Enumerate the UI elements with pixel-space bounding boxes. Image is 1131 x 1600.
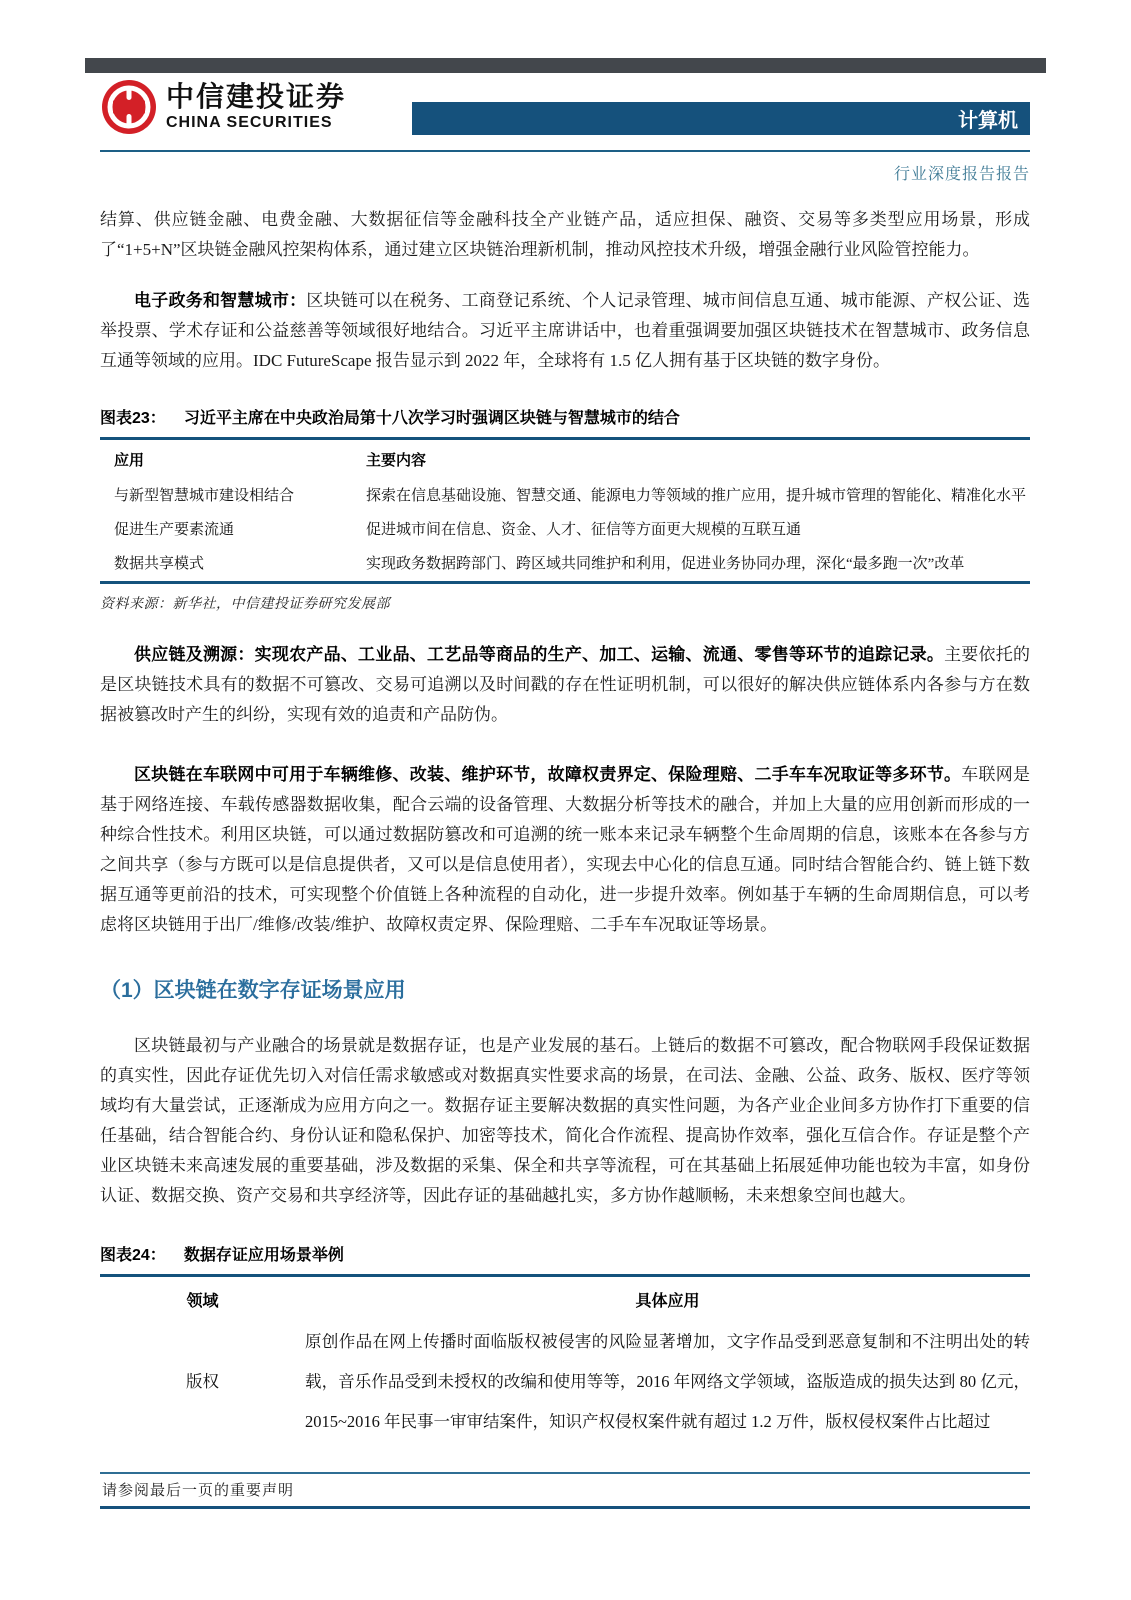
paragraph-egov-lead: 电子政务和智慧城市： xyxy=(134,291,307,310)
column-header-application: 应用 xyxy=(114,452,145,469)
header-divider xyxy=(100,150,1030,152)
table-cell: 促进生产要素流通 xyxy=(114,522,235,538)
figure-24-title xyxy=(100,1242,1030,1265)
table-cell: 数据共享模式 xyxy=(114,556,205,572)
footer-divider-thick xyxy=(100,1506,1030,1509)
figure-24 xyxy=(100,1242,1030,1444)
table-cell: 促进城市间在信息、资金、人才、征信等方面更大规模的互联互通 xyxy=(366,522,802,538)
page-header xyxy=(100,78,1030,184)
industry-tag-bar xyxy=(412,102,1030,135)
table-cell-domain: 版权 xyxy=(186,1372,219,1391)
section-heading-digital-evidence: （1）区块链在数字存证场景应用 xyxy=(100,979,406,1002)
paragraph-egov-text: 区块链可以在税务、工商登记系统、个人记录管理、城市间信息互通、城市能源、产权公证、选举投票、学术存证和公益慈善等领域很好地结合。习近平主席讲话中，也着重强调要加强区块链技术在智慧城市、政务信息互通等领域的应用。IDC FutureScape 报告显示到 2022 年，全球将有 1.5 亿人拥有基于区块链的数字身份。 xyxy=(100,291,1031,370)
figure-24-label: 图表24： xyxy=(100,1247,166,1264)
figure-24-caption: 数据存证应用场景举例 xyxy=(183,1247,344,1264)
table-header-row xyxy=(100,440,1030,479)
figure-24-table xyxy=(100,1277,1030,1444)
report-body xyxy=(100,205,1030,1444)
paragraph-iov-text: 车联网是基于网络连接、车载传感器数据收集，配合云端的设备管理、大数据分析等技术的融合，并加上大量的应用创新而形成的一种综合性技术。利用区块链，可以通过数据防篡改和可追溯的统一账本来记录车辆整个生命周期的信息，该账本在各参与方之间共享（参与方既可以是信息提供者，又可以是信息使用者），实现去中心化的信息互通。同时结合智能合约、链上链下数据互通等更前沿的技术，可实现整个价值链上各种流程的自动化，进一步提升效率。例如基于车辆的生命周期信息，可以考虑将区块链用于出厂/维修/改装/维护、故障权责定界、保险理赔、二手车车况取证等场景。 xyxy=(100,765,1031,934)
company-name-cn: 中信建投证券 xyxy=(166,81,347,112)
figure-23-label: 图表23： xyxy=(100,410,166,427)
table-cell: 实现政务数据跨部门、跨区域共同维护和利用，促进业务协同办理，深化“最多跑一次”改革 xyxy=(366,556,965,572)
table-cell-application: 原创作品在网上传播时面临版权被侵害的风险显著增加，文字作品受到恶意复制和不注明出处的转载，音乐作品受到未授权的改编和使用等等，2016 年网络文学领域，盗版造成的损失达到 80 亿元，2015~2016 年民事一审审结案件，知识产权侵权案件就有超过 1.2 万件，版权侵权案件占比超过 xyxy=(305,1332,1030,1431)
column-header-content: 主要内容 xyxy=(366,452,427,469)
industry-tag: 计算机 xyxy=(958,110,1018,132)
column-header-application: 具体应用 xyxy=(635,1293,700,1310)
table-cell: 探索在信息基础设施、智慧交通、能源电力等领域的推广应用，提升城市管理的智能化、精准化水平 xyxy=(366,488,1027,504)
company-logo xyxy=(100,78,346,136)
paragraph-evidence: 区块链最初与产业融合的场景就是数据存证，也是产业发展的基石。上链后的数据不可篡改，配合物联网手段保证数据的真实性，因此存证优先切入对信任需求敏感或对数据真实性要求高的场景，在司法、金融、公益、政务、版权、医疗等领域均有大量尝试，正逐渐成为应用方向之一。数据存证主要解决数据的真实性问题，为各产业企业间多方协作打下重要的信任基础，结合智能合约、身份认证和隐私保护、加密等技术，简化合作流程、提高协作效率，强化互信合作。存证是整个产业区块链未来高速发展的重要基础，涉及数据的采集、保全和共享等流程，可在其基础上拓展延伸功能也较为丰富，如身份认证、数据交换、资产交易和共享经济等，因此存证的基础越扎实，多方协作越顺畅，未来想象空间也越大。 xyxy=(100,1036,1030,1205)
figure-23-table xyxy=(100,440,1030,581)
figure-23-source: 资料来源：新华社，中信建投证券研究发展部 xyxy=(100,597,390,612)
paragraph-supplychain-text: 主要依托的是区块链技术具有的数据不可篡改、交易可追溯以及时间戳的存在性证明机制，可以很好的解决供应链体系内各参与方在数据被篡改时产生的纠纷，实现有效的追责和产品防伪。 xyxy=(100,645,1031,724)
footer-disclaimer: 请参阅最后一页的重要声明 xyxy=(102,1483,295,1499)
page-footer xyxy=(100,1472,1030,1509)
table-cell: 与新型智慧城市建设相结合 xyxy=(114,488,295,504)
paragraph-supplychain xyxy=(100,640,1030,730)
table-row xyxy=(100,547,1030,581)
column-header-domain: 领域 xyxy=(186,1293,219,1310)
citic-logo-icon xyxy=(100,78,158,136)
table-header-row xyxy=(100,1277,1030,1320)
paragraph-supplychain-lead: 供应链及溯源：实现农产品、工业品、工艺品等商品的生产、加工、运输、流通、零售等环节的追踪记录。 xyxy=(134,645,945,664)
company-name-en: CHINA SECURITIES xyxy=(166,114,333,131)
figure-23 xyxy=(100,405,1030,613)
figure-23-caption: 习近平主席在中央政治局第十八次学习时强调区块链与智慧城市的结合 xyxy=(183,410,680,427)
paragraph-iov-lead: 区块链在车联网中可用于车辆维修、改装、维护环节，故障权责界定、保险理赔、二手车车况取证等多环节。 xyxy=(134,765,962,784)
report-type-label: 行业深度报告报告 xyxy=(893,166,1030,183)
paragraph-iov xyxy=(100,760,1030,940)
paragraph-fintech: 结算、供应链金融、电费金融、大数据征信等金融科技全产业链产品，适应担保、融资、交易等多类型应用场景，形成了“1+5+N”区块链金融风控架构体系，通过建立区块链治理新机制，推动风控技术升级，增强金融行业风险管控能力。 xyxy=(100,210,1030,259)
paragraph-egov xyxy=(100,286,1030,376)
table-row xyxy=(100,1320,1030,1444)
table-row xyxy=(100,513,1030,547)
figure-23-title xyxy=(100,405,1030,428)
table-row xyxy=(100,479,1030,513)
table-bottom-rule xyxy=(100,581,1030,584)
top-border-band xyxy=(85,58,1046,73)
